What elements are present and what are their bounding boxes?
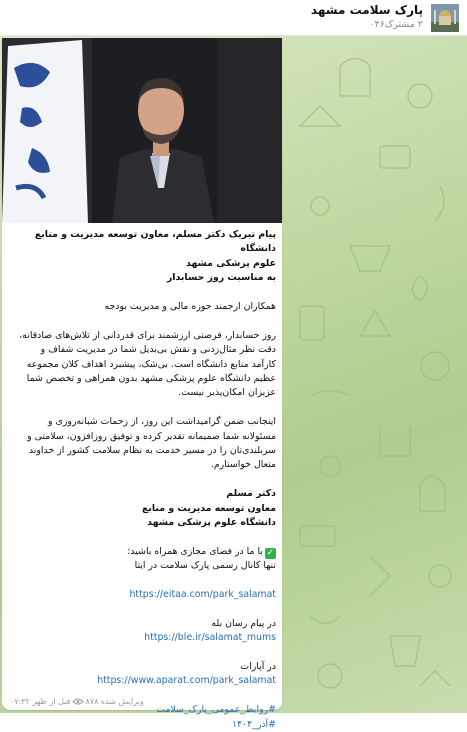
edited-label: ویرایش شده: [100, 697, 144, 706]
post-paragraph-line: سربلندی‌تان را در مسیر خدمت به نظام سلامت کشور از خداوند: [28, 445, 276, 457]
post-paragraph-line: عظیم دانشگاه علوم پزشکی مشهد بدون همراهی و تخصص شما: [26, 373, 276, 385]
hashtag-month[interactable]: #آذر_۱۴۰۴: [231, 718, 276, 730]
post-meta: [10, 697, 144, 706]
channel-post[interactable]: [2, 38, 282, 730]
post-paragraph-line: دقت نظر مثال‌زدنی و نقش بی‌بدیل شما در مدیریت شفاف و: [40, 344, 276, 356]
check-box-icon: ✓: [266, 547, 275, 558]
post-time: ۰۷:۳۲: [10, 697, 30, 706]
post-paragraph-line: کارآمد منابع دانشگاه است. بی‌شک، پیشبرد اهداف کلان مجموعه: [26, 358, 276, 370]
aparat-label: در آپارات: [240, 661, 276, 673]
bale-label: در پیام رسان بله: [211, 617, 276, 629]
post-title-line: پیام تبریک دکتر مسلم، معاون توسعه مدیریت و منابع دانشگاه: [34, 229, 276, 255]
post-paragraph-line: متعال خواستارم.: [210, 459, 276, 471]
time-period: قبل از ظهر: [32, 697, 71, 706]
signature-line: معاون توسعه مدیریت و منابع: [141, 502, 276, 514]
post-photo[interactable]: [2, 38, 282, 223]
subscriber-count: ۲ مشترک۰۴۶: [369, 19, 423, 30]
post-paragraph-line: روز حسابدار، فرصتی ارزشمند برای قدردانی از تلاش‌های صادقانه،: [19, 329, 276, 341]
post-text: [10, 228, 276, 732]
signature-line: دکتر مسلم: [226, 488, 276, 500]
post-paragraph-line: اینجانب ضمن گرامیداشت این روز، از زحمات شبانه‌روزی و: [48, 416, 276, 428]
channel-avatar[interactable]: [431, 4, 459, 32]
eye-icon: [73, 698, 83, 705]
post-title-line: به مناسبت روز حسابدار: [166, 272, 276, 284]
view-count: ۸۷۸: [85, 697, 99, 706]
post-paragraph-line: عزیزان امکان‌پذیر نیست.: [178, 387, 276, 399]
channel-header: [0, 0, 467, 36]
aparat-link[interactable]: https://www.aparat.com/park_salamat: [97, 675, 276, 687]
shrine-avatar-icon: [431, 4, 459, 32]
post-paragraph-line: مسئولانه شما صمیمانه تقدیر کرده و توفیق روزافزون، سلامتی و: [27, 430, 276, 442]
hashtag-public-relations[interactable]: #روابط_عمومی_پارک_سلامت: [156, 704, 276, 716]
eitaa-label: تنها کانال رسمی پارک سلامت در ایتا: [134, 560, 276, 572]
chat-background: [0, 36, 467, 730]
post-title-line: علوم پزشکی مشهد: [186, 257, 276, 269]
eitaa-link[interactable]: https://eitaa.com/park_salamat: [129, 589, 276, 601]
post-greeting: همکاران ارجمند حوزه مالی و مدیریت بودجه: [104, 301, 276, 313]
follow-line: ✓با ما در فضای مجازی همراه باشید:: [127, 545, 275, 558]
bale-link[interactable]: https://ble.ir/salamat_mums: [144, 632, 276, 644]
signature-line: دانشگاه علوم پزشکی مشهد: [147, 517, 276, 529]
channel-title[interactable]: پارک سلامت مشهد: [310, 3, 423, 17]
